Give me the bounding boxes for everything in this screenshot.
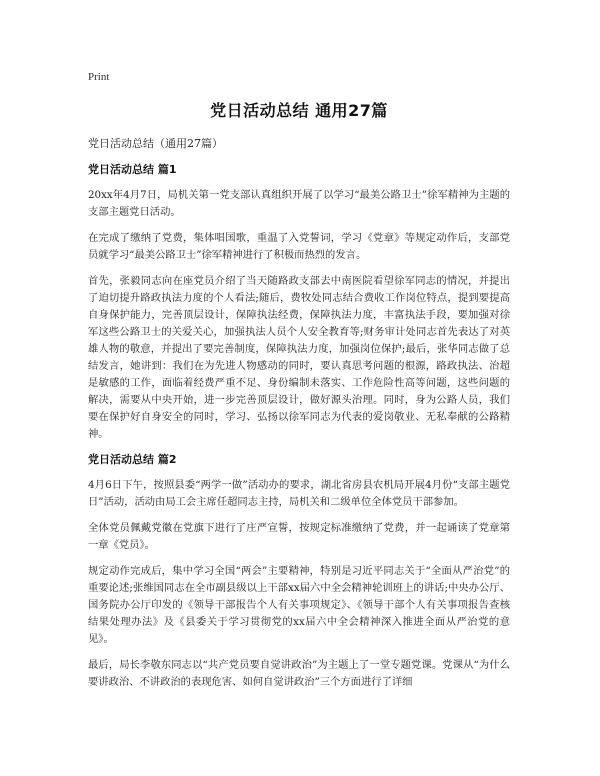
document-subtitle: 党日活动总结（通用27篇） [88, 137, 223, 150]
section-heading: 党日活动总结 篇2 [88, 453, 177, 466]
paragraph: 全体党员佩戴党徽在党旗下进行了庄严宣誓，按规定标准缴纳了党费，并一起诵读了党章第一章《党员》。 [88, 522, 510, 551]
section-2 [88, 452, 510, 691]
document-page [88, 70, 510, 700]
paragraph: 规定动作完成后，集中学习全国“两会”主要精神，特别是习近平同志关于“全面从严治党”的重要论述;张维国同志在全市副县级以上干部xx届六中全会精神轮训班上的讲话;中央办公厅、国务院办公厅印发的《领导干部报告个人有关事项规定》、《领导干部个人有关事项报告查核结果处理办法》及《县委关于学习贯彻党的xx届六中全会精神深入推进全面从严治党的意见》。 [88, 565, 510, 645]
paragraph: 20xx年4月7日，局机关第一党支部认真组织开展了以学习“最美公路卫士”徐军精神为主题的支部主题党日活动。 [88, 189, 510, 218]
paragraph: 最后，局长李敬东同志以“共产党员要自觉讲政治”为主题上了一堂专题党课。党课从“为什么要讲政治、不讲政治的表现危害、如何自觉讲政治”三个方面进行了详细 [88, 659, 510, 688]
paragraph: 在完成了缴纳了党费，集体唱国歌，重温了入党誓词，学习《党章》等规定动作后，支部党员就学习“最美公路卫士”徐军精神进行了积极而热烈的发言。 [88, 232, 510, 261]
paragraph: 首先，张毅同志向在座党员介绍了当天随路政支部去中南医院看望徐军同志的情况，并提出了迫切提升路政执法力度的个人看法;随后，费牧处同志结合费收工作岗位特点，提到要提高自身保护能力，完善顶层设计，保障执法经费，保障执法力度，丰富执法手段，要加强对徐军这些公路卫士的关爱关心，加强执法人员个人安全教育等;财务审计处同志首先表达了对英雄人物的敬意，并提出了要完善制度，保障执法力度，加强岗位保护;最后，张华同志做了总结发言，她讲到：我们在为先进人物感动的同时，要认真思考问题的根源，路政执法、治超是敏感的工作，面临着经费严重不足、身份编制未落实、工作危险性高等问题，这些问题的解决，需要从中央开始，进一步完善顶层设计，做好源头治理。同时，身为公路人员，我们要在保护好自身安全的同时，学习、弘扬以徐军同志为代表的爱岗敬业、无私奉献的公路精神。 [88, 275, 510, 440]
print-link[interactable]: Print [88, 71, 110, 83]
page-title: 党日活动总结 通用27篇 [210, 101, 388, 120]
section-1 [88, 162, 510, 443]
section-heading: 党日活动总结 篇1 [88, 163, 177, 176]
paragraph: 4月6日下午，按照县委“两学一做”活动办的要求，湖北省房县农机局开展4月份“支部主题党日”活动，活动由局工会主席任超同志主持，局机关和二级单位全体党员干部参加。 [88, 479, 510, 508]
